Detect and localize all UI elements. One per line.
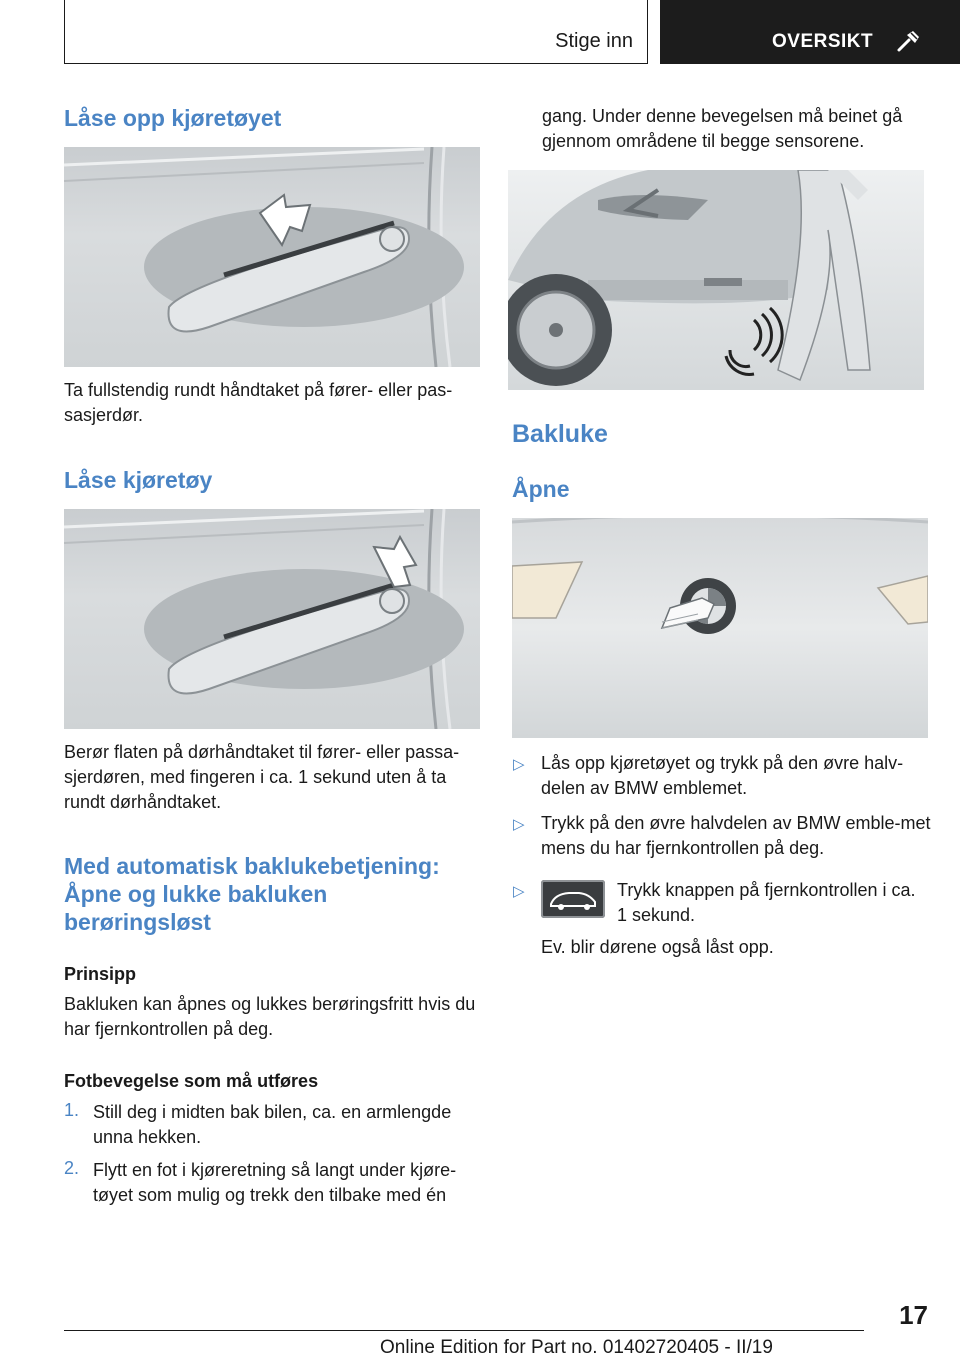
step-text: Still deg i midten bak bilen, ca. en armlengde unna hekken. bbox=[93, 1102, 452, 1147]
open-heading: Åpne bbox=[512, 476, 570, 502]
auto-tailgate-heading: Med automatisk baklukebetjening: Åpne og lukke bakluken berøringsløst bbox=[64, 853, 440, 935]
foot-movement-heading: Fotbevegelse som må utføres bbox=[64, 1071, 319, 1091]
unlock-heading: Låse opp kjøretøyet bbox=[64, 105, 282, 131]
lock-heading: Låse kjøretøy bbox=[64, 467, 213, 493]
lock-text: Berør flaten på dørhåndtaket til fører- eller passa-sjerdøren, med fingeren i ca. 1 sekund uten å ta rundt dørhåndtaket. bbox=[64, 742, 460, 812]
step-number: 1. bbox=[64, 1100, 80, 1120]
tailgate-heading: Bakluke bbox=[512, 420, 608, 448]
edition-text: Online Edition for Part no. 01402720405 - II/19 bbox=[380, 1337, 773, 1358]
section-tab[interactable] bbox=[64, 0, 648, 64]
hammer-icon bbox=[896, 28, 922, 54]
overview-tab-label: OVERSIKT bbox=[772, 31, 874, 52]
principle-heading: Prinsipp bbox=[64, 964, 137, 984]
remote-tailgate-button-icon bbox=[541, 880, 605, 918]
bullet-text: Trykk knappen på fjernkontrollen i ca. 1 sekund. bbox=[617, 880, 916, 925]
note-text: Ev. blir dørene også låst opp. bbox=[541, 937, 774, 957]
step-text: Flytt en fot i kjøreretning så langt under kjøre-tøyet som mulig og trekk den tilbake med én bbox=[93, 1160, 457, 1205]
page-number: 17 bbox=[899, 1300, 928, 1330]
bullet-text: Lås opp kjøretøyet og trykk på den øvre halv-delen av BMW emblemet. bbox=[541, 753, 904, 798]
bullet-text: Trykk på den øvre halvdelen av BMW emble-met mens du har fjernkontrollen på deg. bbox=[541, 813, 931, 858]
step-number: 2. bbox=[64, 1158, 80, 1178]
unlock-text: Ta fullstendig rundt håndtaket på fører- eller pas-sasjerdør. bbox=[64, 380, 453, 425]
bmw-emblem-image bbox=[512, 518, 928, 738]
overview-tab[interactable] bbox=[660, 0, 960, 64]
bullet-marker: ▷ bbox=[513, 756, 525, 773]
principle-text: Bakluken kan åpnes og lukkes berøringsfritt hvis du har fjernkontrollen på deg. bbox=[64, 994, 476, 1039]
rear-sensor-image bbox=[508, 170, 924, 390]
bullet-marker: ▷ bbox=[513, 883, 525, 900]
section-tab-label: Stige inn bbox=[555, 30, 633, 52]
bullet-marker: ▷ bbox=[513, 816, 525, 833]
door-handle-unlock-image bbox=[64, 147, 480, 367]
continued-text: gang. Under denne bevegelsen må beinet gå gjennom områdene til begge sensorene. bbox=[542, 106, 903, 151]
door-handle-lock-image bbox=[64, 509, 480, 729]
footer-divider bbox=[64, 1330, 864, 1331]
